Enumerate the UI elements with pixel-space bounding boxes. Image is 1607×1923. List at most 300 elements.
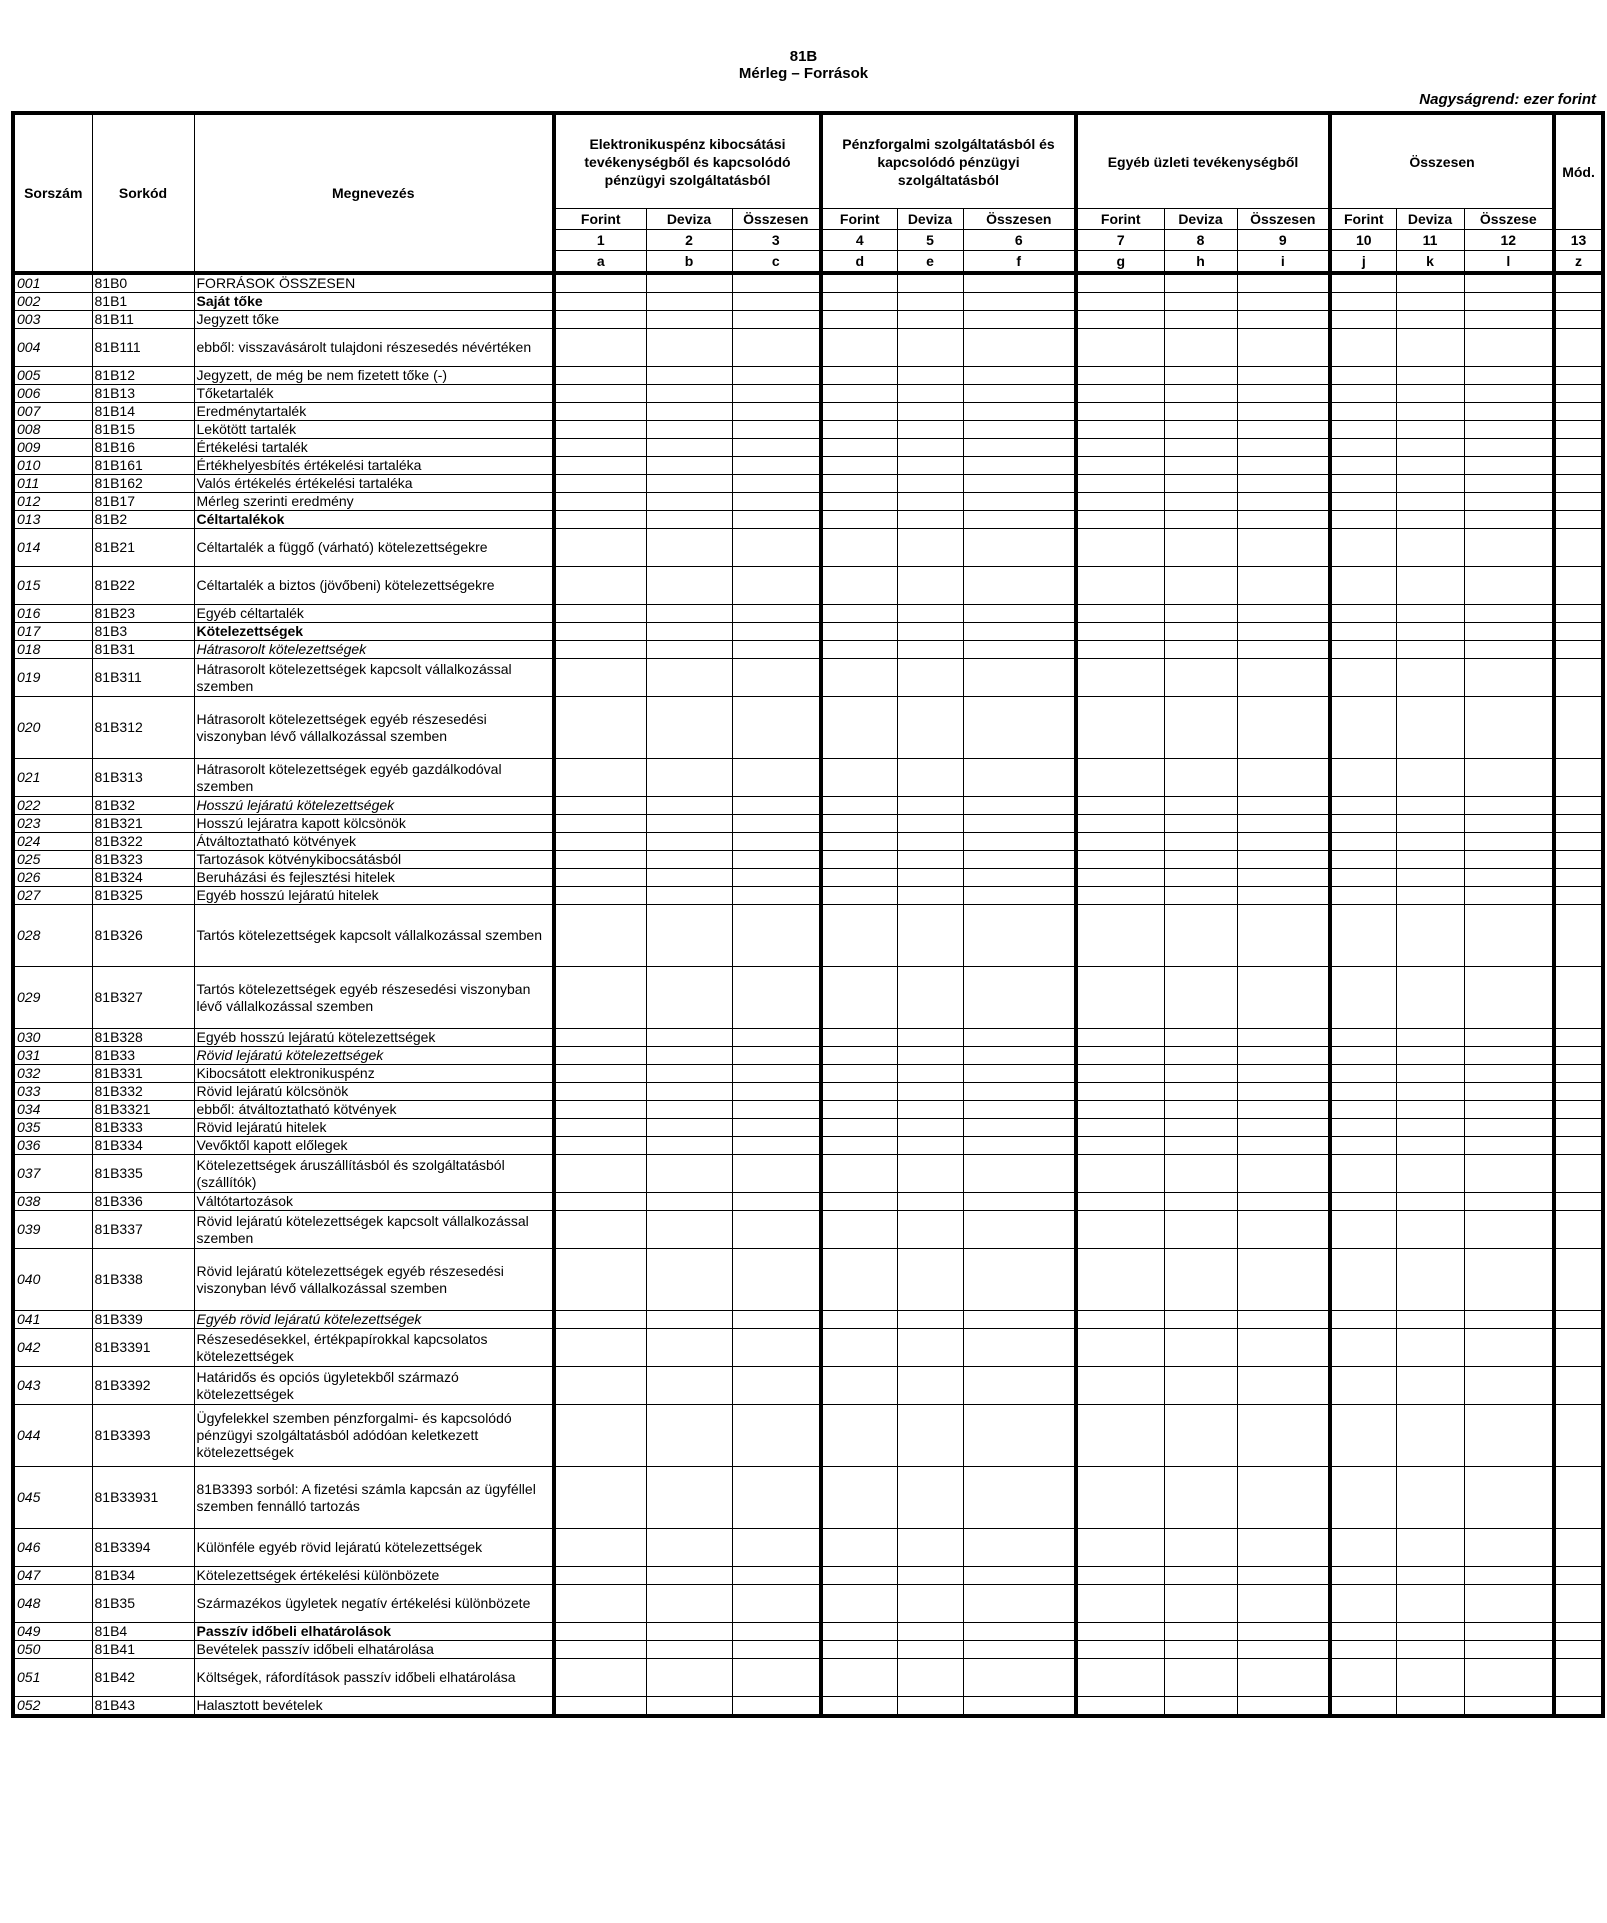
value-cell-col-12[interactable] xyxy=(1464,887,1554,905)
value-cell-col-12[interactable] xyxy=(1464,1137,1554,1155)
value-cell-col-9[interactable] xyxy=(1237,1659,1330,1697)
value-cell-col-6[interactable] xyxy=(963,1083,1076,1101)
value-cell-col-11[interactable] xyxy=(1396,851,1464,869)
value-cell-col-1[interactable] xyxy=(554,293,646,311)
value-cell-col-13[interactable] xyxy=(1554,511,1603,529)
value-cell-col-1[interactable] xyxy=(554,421,646,439)
value-cell-col-12[interactable] xyxy=(1464,273,1554,293)
value-cell-col-4[interactable] xyxy=(821,475,897,493)
value-cell-col-8[interactable] xyxy=(1164,1329,1237,1367)
value-cell-col-12[interactable] xyxy=(1464,403,1554,421)
value-cell-col-11[interactable] xyxy=(1396,815,1464,833)
value-cell-col-5[interactable] xyxy=(897,1567,963,1585)
value-cell-col-10[interactable] xyxy=(1330,475,1396,493)
value-cell-col-10[interactable] xyxy=(1330,529,1396,567)
value-cell-col-7[interactable] xyxy=(1076,659,1164,697)
value-cell-col-10[interactable] xyxy=(1330,439,1396,457)
value-cell-col-10[interactable] xyxy=(1330,1641,1396,1659)
value-cell-col-11[interactable] xyxy=(1396,367,1464,385)
value-cell-col-9[interactable] xyxy=(1237,1529,1330,1567)
value-cell-col-11[interactable] xyxy=(1396,293,1464,311)
value-cell-col-1[interactable] xyxy=(554,273,646,293)
value-cell-col-11[interactable] xyxy=(1396,1101,1464,1119)
value-cell-col-3[interactable] xyxy=(732,759,821,797)
value-cell-col-6[interactable] xyxy=(963,1467,1076,1529)
value-cell-col-1[interactable] xyxy=(554,1155,646,1193)
value-cell-col-13[interactable] xyxy=(1554,1529,1603,1567)
value-cell-col-10[interactable] xyxy=(1330,1083,1396,1101)
value-cell-col-9[interactable] xyxy=(1237,273,1330,293)
value-cell-col-7[interactable] xyxy=(1076,1137,1164,1155)
value-cell-col-12[interactable] xyxy=(1464,367,1554,385)
value-cell-col-6[interactable] xyxy=(963,1697,1076,1717)
value-cell-col-7[interactable] xyxy=(1076,815,1164,833)
value-cell-col-3[interactable] xyxy=(732,1585,821,1623)
value-cell-col-1[interactable] xyxy=(554,1623,646,1641)
value-cell-col-5[interactable] xyxy=(897,869,963,887)
value-cell-col-6[interactable] xyxy=(963,529,1076,567)
value-cell-col-1[interactable] xyxy=(554,385,646,403)
value-cell-col-3[interactable] xyxy=(732,659,821,697)
value-cell-col-4[interactable] xyxy=(821,905,897,967)
value-cell-col-6[interactable] xyxy=(963,851,1076,869)
value-cell-col-6[interactable] xyxy=(963,511,1076,529)
value-cell-col-1[interactable] xyxy=(554,1119,646,1137)
value-cell-col-7[interactable] xyxy=(1076,439,1164,457)
value-cell-col-1[interactable] xyxy=(554,815,646,833)
value-cell-col-4[interactable] xyxy=(821,1155,897,1193)
value-cell-col-9[interactable] xyxy=(1237,421,1330,439)
value-cell-col-10[interactable] xyxy=(1330,1065,1396,1083)
value-cell-col-12[interactable] xyxy=(1464,1211,1554,1249)
value-cell-col-3[interactable] xyxy=(732,311,821,329)
value-cell-col-12[interactable] xyxy=(1464,967,1554,1029)
value-cell-col-12[interactable] xyxy=(1464,1101,1554,1119)
value-cell-col-8[interactable] xyxy=(1164,1659,1237,1697)
value-cell-col-4[interactable] xyxy=(821,1311,897,1329)
value-cell-col-5[interactable] xyxy=(897,1697,963,1717)
value-cell-col-10[interactable] xyxy=(1330,1529,1396,1567)
value-cell-col-1[interactable] xyxy=(554,1249,646,1311)
value-cell-col-8[interactable] xyxy=(1164,887,1237,905)
value-cell-col-13[interactable] xyxy=(1554,457,1603,475)
value-cell-col-13[interactable] xyxy=(1554,529,1603,567)
value-cell-col-11[interactable] xyxy=(1396,623,1464,641)
value-cell-col-5[interactable] xyxy=(897,273,963,293)
value-cell-col-8[interactable] xyxy=(1164,529,1237,567)
value-cell-col-6[interactable] xyxy=(963,905,1076,967)
value-cell-col-11[interactable] xyxy=(1396,385,1464,403)
value-cell-col-11[interactable] xyxy=(1396,797,1464,815)
value-cell-col-12[interactable] xyxy=(1464,1567,1554,1585)
value-cell-col-13[interactable] xyxy=(1554,1367,1603,1405)
value-cell-col-9[interactable] xyxy=(1237,385,1330,403)
value-cell-col-9[interactable] xyxy=(1237,511,1330,529)
value-cell-col-7[interactable] xyxy=(1076,605,1164,623)
value-cell-col-9[interactable] xyxy=(1237,529,1330,567)
value-cell-col-8[interactable] xyxy=(1164,1211,1237,1249)
value-cell-col-9[interactable] xyxy=(1237,1029,1330,1047)
value-cell-col-12[interactable] xyxy=(1464,759,1554,797)
value-cell-col-6[interactable] xyxy=(963,329,1076,367)
value-cell-col-9[interactable] xyxy=(1237,329,1330,367)
value-cell-col-12[interactable] xyxy=(1464,1249,1554,1311)
value-cell-col-5[interactable] xyxy=(897,367,963,385)
value-cell-col-4[interactable] xyxy=(821,329,897,367)
value-cell-col-4[interactable] xyxy=(821,659,897,697)
value-cell-col-2[interactable] xyxy=(646,457,732,475)
value-cell-col-5[interactable] xyxy=(897,851,963,869)
value-cell-col-3[interactable] xyxy=(732,1567,821,1585)
value-cell-col-1[interactable] xyxy=(554,1641,646,1659)
value-cell-col-13[interactable] xyxy=(1554,659,1603,697)
value-cell-col-4[interactable] xyxy=(821,421,897,439)
value-cell-col-2[interactable] xyxy=(646,1329,732,1367)
value-cell-col-10[interactable] xyxy=(1330,1567,1396,1585)
value-cell-col-7[interactable] xyxy=(1076,623,1164,641)
value-cell-col-11[interactable] xyxy=(1396,1029,1464,1047)
value-cell-col-7[interactable] xyxy=(1076,493,1164,511)
value-cell-col-5[interactable] xyxy=(897,1405,963,1467)
value-cell-col-10[interactable] xyxy=(1330,493,1396,511)
value-cell-col-11[interactable] xyxy=(1396,759,1464,797)
value-cell-col-11[interactable] xyxy=(1396,1405,1464,1467)
value-cell-col-1[interactable] xyxy=(554,967,646,1029)
value-cell-col-7[interactable] xyxy=(1076,1567,1164,1585)
value-cell-col-2[interactable] xyxy=(646,1529,732,1567)
value-cell-col-12[interactable] xyxy=(1464,1029,1554,1047)
value-cell-col-12[interactable] xyxy=(1464,511,1554,529)
value-cell-col-4[interactable] xyxy=(821,1467,897,1529)
value-cell-col-11[interactable] xyxy=(1396,1659,1464,1697)
value-cell-col-13[interactable] xyxy=(1554,1329,1603,1367)
value-cell-col-1[interactable] xyxy=(554,1467,646,1529)
value-cell-col-10[interactable] xyxy=(1330,1249,1396,1311)
value-cell-col-6[interactable] xyxy=(963,1211,1076,1249)
value-cell-col-5[interactable] xyxy=(897,403,963,421)
value-cell-col-6[interactable] xyxy=(963,797,1076,815)
value-cell-col-6[interactable] xyxy=(963,1659,1076,1697)
value-cell-col-6[interactable] xyxy=(963,641,1076,659)
value-cell-col-13[interactable] xyxy=(1554,439,1603,457)
value-cell-col-12[interactable] xyxy=(1464,605,1554,623)
value-cell-col-1[interactable] xyxy=(554,1137,646,1155)
value-cell-col-12[interactable] xyxy=(1464,1697,1554,1717)
value-cell-col-11[interactable] xyxy=(1396,641,1464,659)
value-cell-col-3[interactable] xyxy=(732,1623,821,1641)
value-cell-col-5[interactable] xyxy=(897,1329,963,1367)
value-cell-col-10[interactable] xyxy=(1330,851,1396,869)
value-cell-col-12[interactable] xyxy=(1464,311,1554,329)
value-cell-col-2[interactable] xyxy=(646,1083,732,1101)
value-cell-col-1[interactable] xyxy=(554,529,646,567)
value-cell-col-4[interactable] xyxy=(821,797,897,815)
value-cell-col-11[interactable] xyxy=(1396,1137,1464,1155)
value-cell-col-4[interactable] xyxy=(821,1083,897,1101)
value-cell-col-7[interactable] xyxy=(1076,329,1164,367)
value-cell-col-12[interactable] xyxy=(1464,1585,1554,1623)
value-cell-col-6[interactable] xyxy=(963,493,1076,511)
value-cell-col-12[interactable] xyxy=(1464,659,1554,697)
value-cell-col-5[interactable] xyxy=(897,329,963,367)
value-cell-col-13[interactable] xyxy=(1554,815,1603,833)
value-cell-col-7[interactable] xyxy=(1076,1467,1164,1529)
value-cell-col-11[interactable] xyxy=(1396,905,1464,967)
value-cell-col-10[interactable] xyxy=(1330,273,1396,293)
value-cell-col-8[interactable] xyxy=(1164,1155,1237,1193)
value-cell-col-6[interactable] xyxy=(963,273,1076,293)
value-cell-col-9[interactable] xyxy=(1237,293,1330,311)
value-cell-col-4[interactable] xyxy=(821,1697,897,1717)
value-cell-col-6[interactable] xyxy=(963,1641,1076,1659)
value-cell-col-1[interactable] xyxy=(554,1567,646,1585)
value-cell-col-10[interactable] xyxy=(1330,1405,1396,1467)
value-cell-col-11[interactable] xyxy=(1396,697,1464,759)
value-cell-col-6[interactable] xyxy=(963,1311,1076,1329)
value-cell-col-8[interactable] xyxy=(1164,1567,1237,1585)
value-cell-col-3[interactable] xyxy=(732,1329,821,1367)
value-cell-col-7[interactable] xyxy=(1076,1585,1164,1623)
value-cell-col-7[interactable] xyxy=(1076,1193,1164,1211)
value-cell-col-4[interactable] xyxy=(821,967,897,1029)
value-cell-col-13[interactable] xyxy=(1554,833,1603,851)
value-cell-col-6[interactable] xyxy=(963,1155,1076,1193)
value-cell-col-4[interactable] xyxy=(821,1119,897,1137)
value-cell-col-1[interactable] xyxy=(554,511,646,529)
value-cell-col-10[interactable] xyxy=(1330,1623,1396,1641)
value-cell-col-7[interactable] xyxy=(1076,641,1164,659)
value-cell-col-4[interactable] xyxy=(821,293,897,311)
value-cell-col-11[interactable] xyxy=(1396,475,1464,493)
value-cell-col-7[interactable] xyxy=(1076,475,1164,493)
value-cell-col-12[interactable] xyxy=(1464,905,1554,967)
value-cell-col-1[interactable] xyxy=(554,851,646,869)
value-cell-col-9[interactable] xyxy=(1237,887,1330,905)
value-cell-col-3[interactable] xyxy=(732,1311,821,1329)
value-cell-col-12[interactable] xyxy=(1464,1065,1554,1083)
value-cell-col-13[interactable] xyxy=(1554,1249,1603,1311)
value-cell-col-7[interactable] xyxy=(1076,1659,1164,1697)
value-cell-col-10[interactable] xyxy=(1330,457,1396,475)
value-cell-col-11[interactable] xyxy=(1396,1311,1464,1329)
value-cell-col-7[interactable] xyxy=(1076,367,1164,385)
value-cell-col-11[interactable] xyxy=(1396,1567,1464,1585)
value-cell-col-8[interactable] xyxy=(1164,403,1237,421)
value-cell-col-3[interactable] xyxy=(732,1029,821,1047)
value-cell-col-11[interactable] xyxy=(1396,659,1464,697)
value-cell-col-8[interactable] xyxy=(1164,329,1237,367)
value-cell-col-3[interactable] xyxy=(732,273,821,293)
value-cell-col-13[interactable] xyxy=(1554,273,1603,293)
value-cell-col-4[interactable] xyxy=(821,1367,897,1405)
value-cell-col-9[interactable] xyxy=(1237,1641,1330,1659)
value-cell-col-3[interactable] xyxy=(732,1211,821,1249)
value-cell-col-10[interactable] xyxy=(1330,623,1396,641)
value-cell-col-2[interactable] xyxy=(646,1467,732,1529)
value-cell-col-1[interactable] xyxy=(554,1311,646,1329)
value-cell-col-11[interactable] xyxy=(1396,457,1464,475)
value-cell-col-10[interactable] xyxy=(1330,1193,1396,1211)
value-cell-col-5[interactable] xyxy=(897,1137,963,1155)
value-cell-col-13[interactable] xyxy=(1554,1585,1603,1623)
value-cell-col-6[interactable] xyxy=(963,293,1076,311)
value-cell-col-6[interactable] xyxy=(963,1367,1076,1405)
value-cell-col-6[interactable] xyxy=(963,659,1076,697)
value-cell-col-9[interactable] xyxy=(1237,567,1330,605)
value-cell-col-8[interactable] xyxy=(1164,659,1237,697)
value-cell-col-1[interactable] xyxy=(554,623,646,641)
value-cell-col-11[interactable] xyxy=(1396,1641,1464,1659)
value-cell-col-3[interactable] xyxy=(732,511,821,529)
value-cell-col-1[interactable] xyxy=(554,367,646,385)
value-cell-col-13[interactable] xyxy=(1554,1467,1603,1529)
value-cell-col-4[interactable] xyxy=(821,311,897,329)
value-cell-col-5[interactable] xyxy=(897,1119,963,1137)
value-cell-col-6[interactable] xyxy=(963,869,1076,887)
value-cell-col-12[interactable] xyxy=(1464,493,1554,511)
value-cell-col-9[interactable] xyxy=(1237,475,1330,493)
value-cell-col-3[interactable] xyxy=(732,367,821,385)
value-cell-col-10[interactable] xyxy=(1330,1697,1396,1717)
value-cell-col-8[interactable] xyxy=(1164,605,1237,623)
value-cell-col-3[interactable] xyxy=(732,1367,821,1405)
value-cell-col-10[interactable] xyxy=(1330,1119,1396,1137)
value-cell-col-4[interactable] xyxy=(821,623,897,641)
value-cell-col-13[interactable] xyxy=(1554,623,1603,641)
value-cell-col-8[interactable] xyxy=(1164,1119,1237,1137)
value-cell-col-4[interactable] xyxy=(821,1623,897,1641)
value-cell-col-5[interactable] xyxy=(897,967,963,1029)
value-cell-col-4[interactable] xyxy=(821,851,897,869)
value-cell-col-11[interactable] xyxy=(1396,511,1464,529)
value-cell-col-12[interactable] xyxy=(1464,1329,1554,1367)
value-cell-col-13[interactable] xyxy=(1554,967,1603,1029)
value-cell-col-9[interactable] xyxy=(1237,1405,1330,1467)
value-cell-col-2[interactable] xyxy=(646,1029,732,1047)
value-cell-col-12[interactable] xyxy=(1464,641,1554,659)
value-cell-col-13[interactable] xyxy=(1554,475,1603,493)
value-cell-col-9[interactable] xyxy=(1237,659,1330,697)
value-cell-col-9[interactable] xyxy=(1237,1137,1330,1155)
value-cell-col-6[interactable] xyxy=(963,475,1076,493)
value-cell-col-8[interactable] xyxy=(1164,851,1237,869)
value-cell-col-2[interactable] xyxy=(646,1659,732,1697)
value-cell-col-9[interactable] xyxy=(1237,641,1330,659)
value-cell-col-5[interactable] xyxy=(897,457,963,475)
value-cell-col-13[interactable] xyxy=(1554,367,1603,385)
value-cell-col-3[interactable] xyxy=(732,1083,821,1101)
value-cell-col-4[interactable] xyxy=(821,1193,897,1211)
value-cell-col-8[interactable] xyxy=(1164,421,1237,439)
value-cell-col-9[interactable] xyxy=(1237,311,1330,329)
value-cell-col-8[interactable] xyxy=(1164,641,1237,659)
value-cell-col-3[interactable] xyxy=(732,851,821,869)
value-cell-col-11[interactable] xyxy=(1396,421,1464,439)
value-cell-col-5[interactable] xyxy=(897,567,963,605)
value-cell-col-2[interactable] xyxy=(646,605,732,623)
value-cell-col-9[interactable] xyxy=(1237,1249,1330,1311)
value-cell-col-8[interactable] xyxy=(1164,475,1237,493)
value-cell-col-4[interactable] xyxy=(821,367,897,385)
value-cell-col-13[interactable] xyxy=(1554,421,1603,439)
value-cell-col-9[interactable] xyxy=(1237,797,1330,815)
value-cell-col-8[interactable] xyxy=(1164,967,1237,1029)
value-cell-col-10[interactable] xyxy=(1330,833,1396,851)
value-cell-col-4[interactable] xyxy=(821,869,897,887)
value-cell-col-1[interactable] xyxy=(554,1697,646,1717)
value-cell-col-5[interactable] xyxy=(897,311,963,329)
value-cell-col-2[interactable] xyxy=(646,403,732,421)
value-cell-col-12[interactable] xyxy=(1464,1659,1554,1697)
value-cell-col-2[interactable] xyxy=(646,311,732,329)
value-cell-col-1[interactable] xyxy=(554,697,646,759)
value-cell-col-4[interactable] xyxy=(821,759,897,797)
value-cell-col-6[interactable] xyxy=(963,967,1076,1029)
value-cell-col-8[interactable] xyxy=(1164,1137,1237,1155)
value-cell-col-13[interactable] xyxy=(1554,329,1603,367)
value-cell-col-2[interactable] xyxy=(646,759,732,797)
value-cell-col-2[interactable] xyxy=(646,1623,732,1641)
value-cell-col-13[interactable] xyxy=(1554,1065,1603,1083)
value-cell-col-13[interactable] xyxy=(1554,697,1603,759)
value-cell-col-6[interactable] xyxy=(963,367,1076,385)
value-cell-col-3[interactable] xyxy=(732,403,821,421)
value-cell-col-3[interactable] xyxy=(732,833,821,851)
value-cell-col-2[interactable] xyxy=(646,273,732,293)
value-cell-col-10[interactable] xyxy=(1330,1211,1396,1249)
value-cell-col-11[interactable] xyxy=(1396,869,1464,887)
value-cell-col-3[interactable] xyxy=(732,421,821,439)
value-cell-col-1[interactable] xyxy=(554,1083,646,1101)
value-cell-col-9[interactable] xyxy=(1237,1119,1330,1137)
value-cell-col-8[interactable] xyxy=(1164,905,1237,967)
value-cell-col-10[interactable] xyxy=(1330,1367,1396,1405)
value-cell-col-4[interactable] xyxy=(821,567,897,605)
value-cell-col-5[interactable] xyxy=(897,1249,963,1311)
value-cell-col-10[interactable] xyxy=(1330,797,1396,815)
value-cell-col-5[interactable] xyxy=(897,797,963,815)
value-cell-col-11[interactable] xyxy=(1396,1697,1464,1717)
value-cell-col-6[interactable] xyxy=(963,311,1076,329)
value-cell-col-2[interactable] xyxy=(646,1367,732,1405)
value-cell-col-10[interactable] xyxy=(1330,293,1396,311)
value-cell-col-5[interactable] xyxy=(897,833,963,851)
value-cell-col-12[interactable] xyxy=(1464,1623,1554,1641)
value-cell-col-4[interactable] xyxy=(821,1585,897,1623)
value-cell-col-7[interactable] xyxy=(1076,457,1164,475)
value-cell-col-8[interactable] xyxy=(1164,833,1237,851)
value-cell-col-4[interactable] xyxy=(821,493,897,511)
value-cell-col-4[interactable] xyxy=(821,1529,897,1567)
value-cell-col-9[interactable] xyxy=(1237,367,1330,385)
value-cell-col-9[interactable] xyxy=(1237,1083,1330,1101)
value-cell-col-3[interactable] xyxy=(732,869,821,887)
value-cell-col-1[interactable] xyxy=(554,329,646,367)
value-cell-col-8[interactable] xyxy=(1164,1029,1237,1047)
value-cell-col-13[interactable] xyxy=(1554,1137,1603,1155)
value-cell-col-9[interactable] xyxy=(1237,1047,1330,1065)
value-cell-col-2[interactable] xyxy=(646,1193,732,1211)
value-cell-col-10[interactable] xyxy=(1330,311,1396,329)
value-cell-col-3[interactable] xyxy=(732,1193,821,1211)
value-cell-col-11[interactable] xyxy=(1396,605,1464,623)
value-cell-col-13[interactable] xyxy=(1554,493,1603,511)
value-cell-col-12[interactable] xyxy=(1464,567,1554,605)
value-cell-col-3[interactable] xyxy=(732,1249,821,1311)
value-cell-col-1[interactable] xyxy=(554,403,646,421)
value-cell-col-9[interactable] xyxy=(1237,1193,1330,1211)
value-cell-col-3[interactable] xyxy=(732,1101,821,1119)
